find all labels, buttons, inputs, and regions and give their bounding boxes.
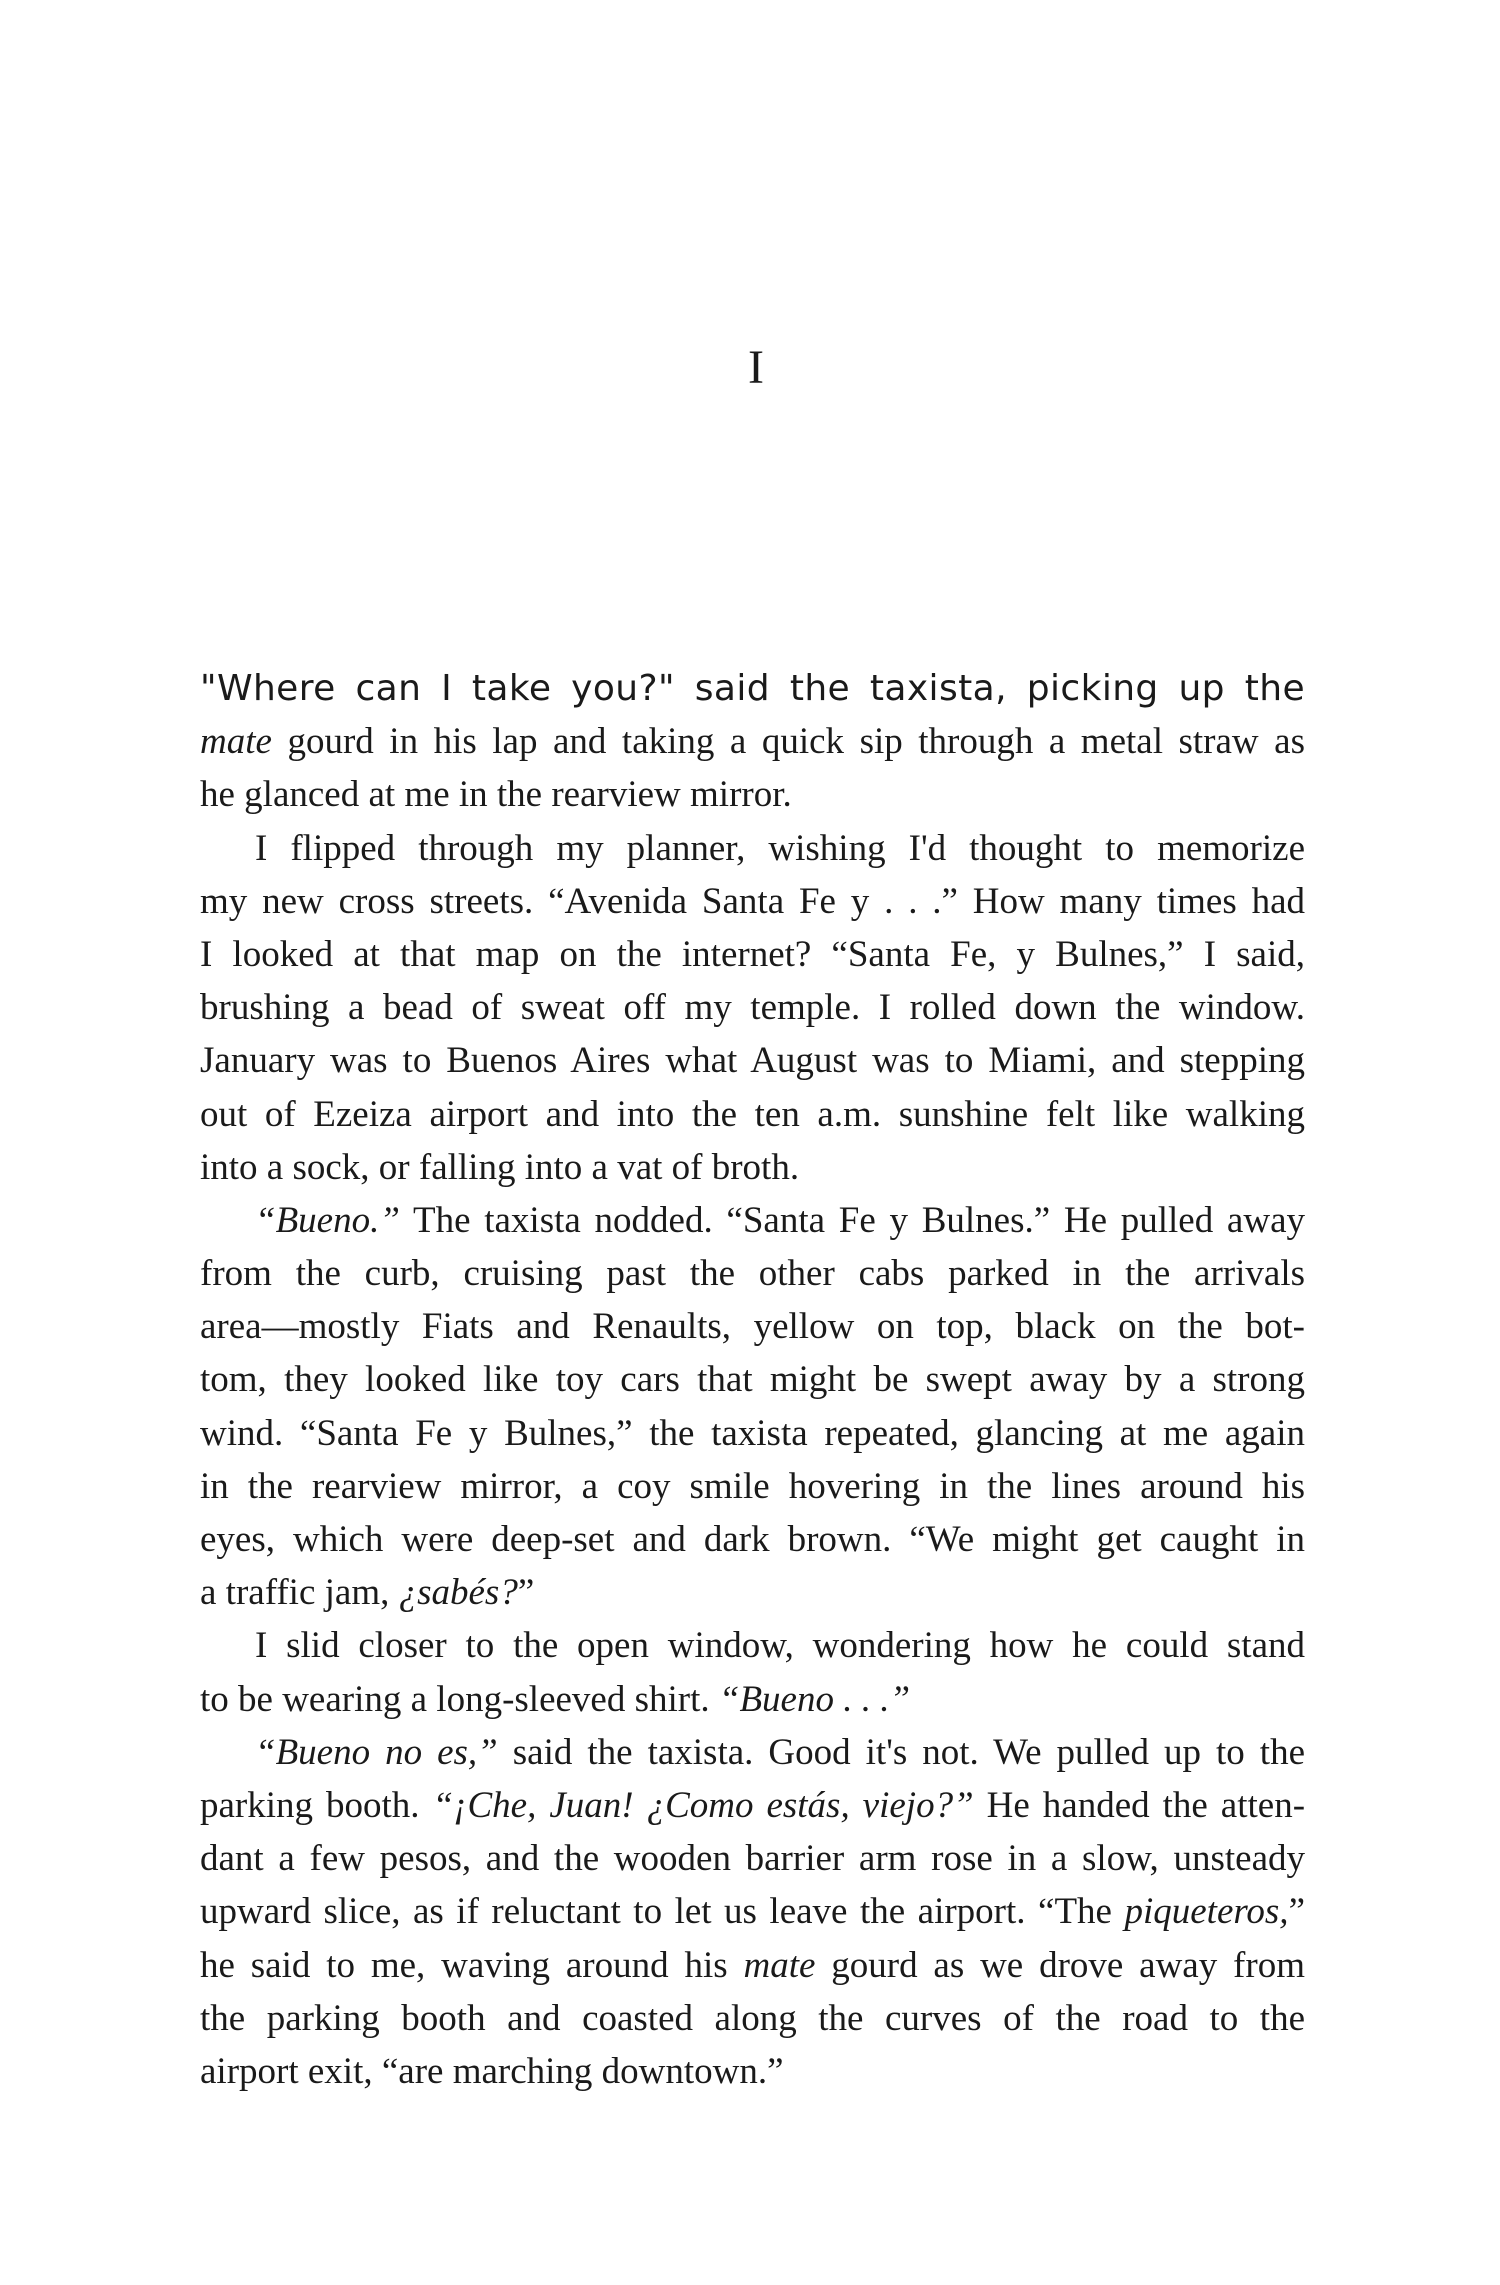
text-span: I looked at that map on the internet? “Santa Fe, y Bulnes,” I said, xyxy=(200,933,1305,975)
text-span: he glanced at me in the rearview mirror. xyxy=(200,774,792,816)
text-span: dant a few pesos, and the wooden barrier arm rose in a slow, unsteady xyxy=(200,1838,1305,1880)
text-line xyxy=(200,1673,1305,1726)
text-line xyxy=(200,1088,1305,1141)
text-span: brushing a bead of sweat off my temple. I rolled down the window. xyxy=(200,987,1305,1029)
italic-text: piqueteros, xyxy=(1124,1891,1289,1933)
text-span: from the curb, cruising past the other cabs parked in the arrivals xyxy=(200,1253,1305,1295)
text-line xyxy=(200,1992,1305,2045)
text-span: area—mostly Fiats and Renaults, yellow on top, black on the bot- xyxy=(200,1306,1305,1348)
text-span: the parking booth and coasted along the curves of the road to the xyxy=(200,1997,1305,2039)
text-line xyxy=(200,1513,1305,1566)
text-span: parking booth. xyxy=(200,1784,433,1826)
text-span: to be wearing a long-sleeved shirt. xyxy=(200,1678,719,1720)
text-line xyxy=(200,1353,1305,1406)
text-line xyxy=(200,2045,1305,2098)
text-span: The taxista nodded. “Santa Fe y Bulnes.” He pulled away xyxy=(399,1199,1305,1241)
text-line xyxy=(200,928,1305,981)
italic-text: “Bueno . . .” xyxy=(718,1678,911,1720)
italic-text: “Bueno.” xyxy=(255,1199,400,1241)
text-span: wind. “Santa Fe y Bulnes,” the taxista repeated, glancing at me again xyxy=(200,1412,1305,1454)
text-span: said the taxista. Good it's not. We pulled up to the xyxy=(497,1731,1305,1773)
text-line xyxy=(200,981,1305,1034)
italic-text: mate xyxy=(743,1944,816,1986)
text-line xyxy=(200,768,1305,821)
text-span: upward slice, as if reluctant to let us leave the airport. “The xyxy=(200,1891,1125,1933)
text-span: He handed the atten- xyxy=(973,1784,1306,1826)
text-line xyxy=(200,1619,1305,1672)
text-span: eyes, which were deep-set and dark brown. “We might get caught in xyxy=(200,1519,1305,1560)
italic-text: “¡Che, Juan! ¿Como estás, viejo?” xyxy=(432,1784,974,1826)
text-span: a traffic jam, xyxy=(200,1572,399,1614)
text-line xyxy=(200,662,1305,715)
text-span: out of Ezeiza airport and into the ten a.m. sunshine felt like walking xyxy=(200,1093,1305,1135)
text-line xyxy=(200,1407,1305,1460)
text-span: airport exit, “are marching downtown.” xyxy=(200,2050,784,2092)
text-line xyxy=(200,715,1305,768)
text-span: gourd as we drove away from xyxy=(815,1944,1305,1986)
text-span: ” xyxy=(1288,1891,1305,1933)
text-span: tom, they looked like toy cars that might be swept away by a strong xyxy=(200,1359,1305,1401)
text-line xyxy=(200,1247,1305,1300)
text-span: "Where can I take you?" said the taxista, picking up the xyxy=(200,668,1305,709)
text-span: gourd in his lap and taking a quick sip through a metal straw as xyxy=(271,721,1305,763)
text-line xyxy=(200,1779,1305,1832)
text-span: in the rearview mirror, a coy smile hovering in the lines around his xyxy=(200,1465,1305,1507)
text-line xyxy=(200,1460,1305,1513)
italic-text: “Bueno no es,” xyxy=(255,1731,498,1773)
text-span: I flipped through my planner, wishing I'd thought to memorize xyxy=(255,827,1305,869)
text-span: ” xyxy=(517,1572,535,1614)
text-span: I slid closer to the open window, wondering how he could stand xyxy=(255,1625,1305,1667)
text-line xyxy=(200,1300,1305,1353)
text-line xyxy=(200,1141,1305,1194)
text-line xyxy=(200,1726,1305,1779)
text-span: into a sock, or falling into a vat of broth. xyxy=(200,1146,800,1188)
text-line xyxy=(200,1194,1305,1247)
italic-text: ¿sabés? xyxy=(398,1572,518,1614)
text-line xyxy=(200,875,1305,928)
body-text xyxy=(200,662,1305,2098)
text-line xyxy=(200,1034,1305,1087)
text-line xyxy=(200,822,1305,875)
text-span: my new cross streets. “Avenida Santa Fe y . . .” How many times had xyxy=(200,880,1305,922)
chapter-number: I xyxy=(748,341,764,394)
text-span: he said to me, waving around his xyxy=(200,1944,744,1986)
text-line xyxy=(200,1566,1305,1619)
italic-text: mate xyxy=(200,721,272,763)
text-line xyxy=(200,1939,1305,1992)
text-span: January was to Buenos Aires what August was to Miami, and stepping xyxy=(200,1040,1305,1082)
text-line xyxy=(200,1832,1305,1885)
text-line xyxy=(200,1885,1305,1938)
